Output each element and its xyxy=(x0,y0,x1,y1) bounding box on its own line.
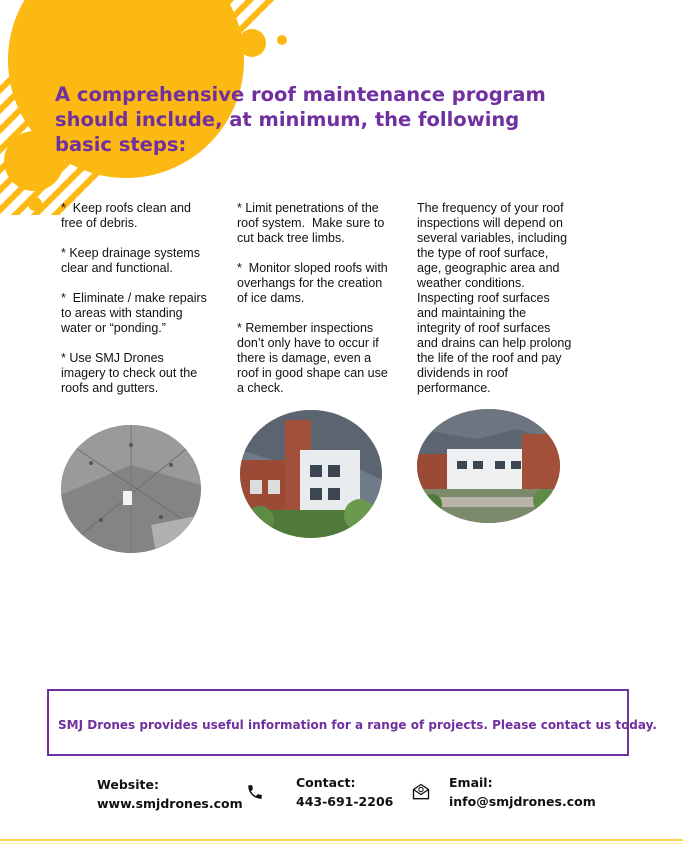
website-label: Website: xyxy=(97,777,159,792)
footer-divider-thin xyxy=(0,843,683,844)
contact-label: Contact: xyxy=(296,775,356,790)
list-item: * Keep drainage systems clear and functional. xyxy=(61,246,204,275)
info-paragraph: The frequency of your roof inspections will depend on several variables, including the type of roof surface, age, geographic area and weather conditions. Inspecting roof surfaces and maintaining the integrity of roof surfaces and drains can help prolong the life of the roof and pay dividends in roof performance. xyxy=(417,201,575,395)
phone-number[interactable]: 443-691-2206 xyxy=(296,794,394,809)
list-item: * Keep roofs clean and free of debris. xyxy=(61,201,195,230)
steps-column-1 xyxy=(61,201,211,411)
info-paragraph-column xyxy=(417,201,573,411)
email-envelope-icon xyxy=(411,782,431,802)
phone-icon xyxy=(246,783,264,801)
yellow-dot xyxy=(28,197,42,211)
roof-surface-photo xyxy=(61,425,201,553)
yellow-dot xyxy=(277,35,287,45)
website-link[interactable]: www.smjdrones.com xyxy=(97,796,243,811)
contact-callout-text: SMJ Drones provides useful information for a range of projects. Please contact us today. xyxy=(58,718,657,732)
list-item: * Eliminate / make repairs to areas with standing water or “ponding.” xyxy=(61,291,211,335)
list-item: * Limit penetrations of the roof system. Make sure to cut back tree limbs. xyxy=(237,201,388,245)
email-link[interactable]: info@smjdrones.com xyxy=(449,794,596,809)
list-item: * Monitor sloped roofs with overhangs for the creation of ice dams. xyxy=(237,261,392,305)
list-item: * Remember inspections don’t only have to occur if there is damage, even a roof in good shape can use a check. xyxy=(237,321,392,395)
footer-divider xyxy=(0,839,683,841)
email-label: Email: xyxy=(449,775,493,790)
yellow-dot xyxy=(238,29,266,57)
steps-column-2 xyxy=(237,201,392,411)
building-side-aerial-photo xyxy=(417,409,560,523)
page-headline: A comprehensive roof maintenance program should include, at minimum, the following basic steps: xyxy=(55,83,546,156)
building-aerial-photo xyxy=(240,410,382,538)
list-item: * Use SMJ Drones imagery to check out the roofs and gutters. xyxy=(61,351,201,395)
